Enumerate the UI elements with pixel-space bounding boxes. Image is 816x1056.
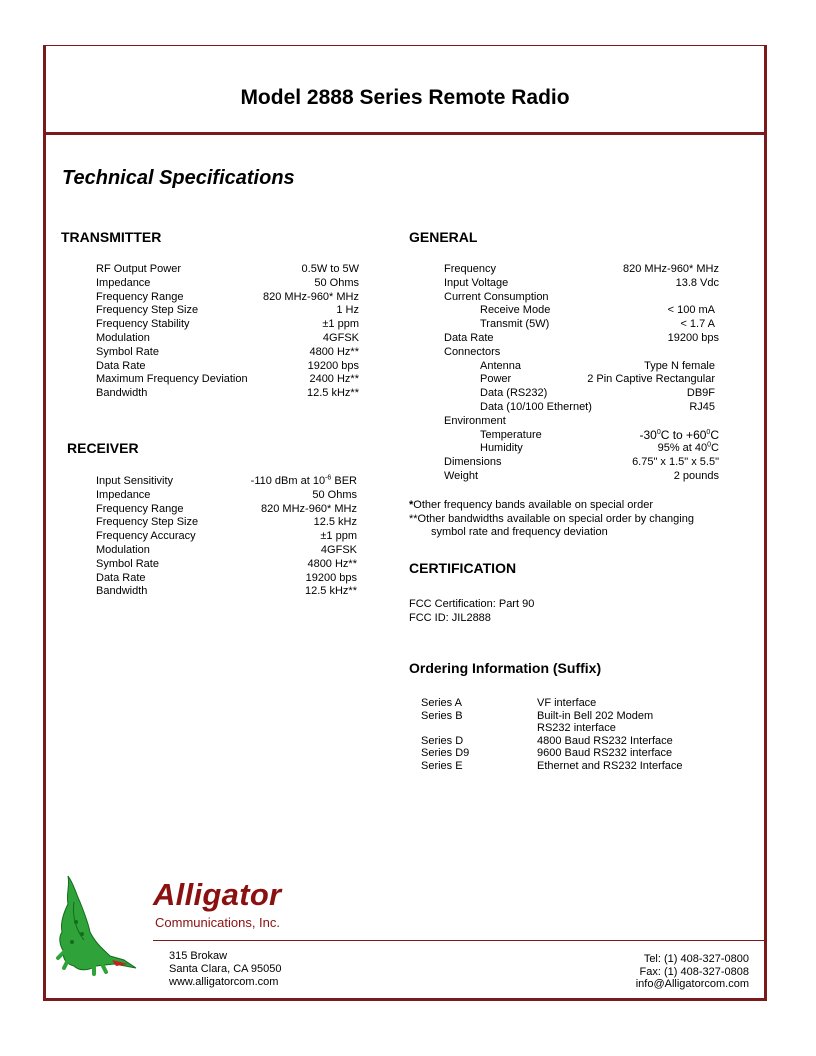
order-series (421, 722, 537, 735)
spec-value: 50 Ohms (312, 488, 357, 501)
spec-value: 19200 bps (305, 571, 357, 584)
spec-label: Symbol Rate (96, 345, 159, 358)
list-item: Environment (444, 414, 506, 427)
list-item: Frequency 820 MHz-960* MHz (444, 263, 719, 275)
list-item: Data Rate 19200 bps (444, 331, 719, 344)
spec-value: 12.5 kHz** (305, 585, 357, 598)
list-item: Data (10/100 Ethernet) RJ45 (480, 400, 715, 413)
spec-label: Modulation (96, 543, 150, 556)
list-item: Input Voltage 13.8 Vdc (444, 276, 719, 289)
order-description: Built-in Bell 202 Modem (537, 709, 654, 722)
list-item (96, 558, 357, 572)
company-logo-sub: Communications, Inc. (155, 915, 280, 930)
list-item (96, 489, 357, 503)
order-description: 4800 Baud RS232 Interface (537, 734, 673, 747)
list-item (96, 318, 359, 332)
list-item: Power 2 Pin Captive Rectangular (480, 373, 715, 386)
spec-label: Bandwidth (96, 585, 148, 598)
spec-label: Impedance (96, 276, 151, 289)
order-description: Ethernet and RS232 Interface (537, 759, 683, 772)
spec-label: Modulation (96, 331, 150, 344)
footnotes (409, 499, 694, 540)
list-item: Transmit (5W) < 1.7 A (480, 318, 715, 331)
list-item (96, 572, 357, 586)
receiver-specs (96, 475, 357, 599)
section-subtitle: Technical Specifications (62, 167, 295, 189)
spec-value: 1 Hz (336, 304, 359, 317)
general-specs (444, 263, 719, 484)
spec-label: Bandwidth (96, 387, 148, 400)
ordering-list (421, 697, 683, 773)
transmitter-heading: TRANSMITTER (61, 229, 162, 245)
order-description: 9600 Baud RS232 interface (537, 747, 673, 760)
phone-number: Tel: (1) 408-327-0800 (643, 953, 749, 965)
spec-label: Frequency Stability (96, 318, 190, 331)
email-link[interactable]: info@Alligatorcom.com (635, 978, 749, 990)
spec-value: 50 Ohms (314, 276, 359, 289)
spec-value: ±1 ppm (322, 318, 359, 331)
list-item (421, 710, 683, 723)
list-item: Dimensions 6.75" x 1.5" x 5.5" (444, 456, 719, 469)
list-item (421, 722, 683, 735)
footnote-2-cont: symbol rate and frequency deviation (431, 526, 608, 538)
ordering-heading: Ordering Information (Suffix) (409, 660, 602, 676)
spec-label: Symbol Rate (96, 557, 159, 570)
list-item (96, 277, 359, 291)
list-item (96, 291, 359, 305)
spec-value: 2400 Hz** (309, 373, 359, 386)
website-link[interactable]: www.alligatorcom.com (169, 976, 279, 988)
fax-number: Fax: (1) 408-327-0808 (639, 965, 749, 978)
list-item (421, 747, 683, 760)
certification-heading: CERTIFICATION (409, 560, 517, 576)
list-item: Data (RS232) DB9F (480, 387, 715, 400)
list-item (96, 263, 359, 277)
certification-info: FCC Certification: Part 90 FCC ID: JIL2888 (409, 598, 535, 624)
list-item (96, 516, 357, 530)
order-series: Series B (421, 709, 463, 722)
spec-value: 19200 bps (307, 359, 359, 372)
order-description: VF interface (537, 697, 597, 709)
list-item: Connectors (444, 345, 501, 358)
alligator-logo-icon (54, 872, 140, 982)
footnote-2: **Other bandwidths available on special order by changing (409, 512, 694, 525)
list-item (421, 760, 683, 773)
spec-value: 4GFSK (320, 543, 357, 556)
spec-value: ±1 ppm (320, 530, 357, 543)
general-heading: GENERAL (409, 229, 478, 245)
footer-divider (153, 940, 767, 941)
spec-label: Frequency Step Size (96, 304, 199, 317)
receiver-heading: RECEIVER (67, 440, 139, 456)
company-logo-name: Alligator (153, 877, 282, 912)
spec-value: 4800 Hz** (309, 345, 359, 358)
list-item: Current Consumption (444, 290, 549, 303)
bottom-border (43, 998, 767, 1001)
footnote-1: *Other frequency bands available on special order (409, 499, 653, 511)
spec-label: Frequency Range (96, 502, 184, 515)
spec-value: 4800 Hz** (307, 557, 357, 570)
spec-label: Frequency Range (96, 290, 184, 303)
list-item (96, 373, 359, 387)
list-item: Humidity 95% at $40^0C$ (480, 441, 719, 455)
list-item: Antenna Type N female (480, 359, 715, 372)
spec-label: RF Output Power (96, 263, 181, 275)
title-divider (43, 132, 767, 135)
spec-label: Frequency Step Size (96, 516, 199, 529)
list-item: Weight 2 pounds (444, 469, 719, 482)
spec-value: 820 MHz-960* MHz (263, 290, 359, 303)
order-series: Series D (421, 734, 464, 747)
list-item (96, 304, 359, 318)
list-item (96, 346, 359, 360)
spec-label: Data Rate (96, 571, 146, 584)
list-item (96, 503, 357, 517)
list-item (421, 697, 683, 710)
spec-value: 0.5W to 5W (301, 263, 359, 275)
list-item (96, 585, 357, 599)
list-item (96, 360, 359, 374)
spec-value: -110 dBm at $10^{-6}$ BER (250, 474, 357, 487)
order-series: Series E (421, 759, 463, 772)
spec-value: 12.5 kHz (313, 516, 357, 529)
transmitter-specs (96, 263, 359, 401)
list-item (421, 735, 683, 748)
list-item (96, 544, 357, 558)
order-series: Series A (421, 697, 462, 709)
list-item (96, 387, 359, 401)
order-description: RS232 interface (537, 722, 616, 735)
spec-value: 820 MHz-960* MHz (261, 502, 357, 515)
spec-label: Maximum Frequency Deviation (96, 373, 248, 386)
spec-label: Data Rate (96, 359, 146, 372)
list-item (96, 475, 357, 489)
list-item (96, 332, 359, 346)
spec-value: 12.5 kHz** (307, 387, 359, 400)
spec-label: Impedance (96, 488, 151, 501)
spec-value: 4GFSK (322, 331, 359, 344)
spec-label: Frequency Accuracy (96, 530, 196, 543)
list-item (96, 530, 357, 544)
list-item: Temperature $-30^0C$ to $+60^0C$ (480, 427, 719, 442)
order-series: Series D9 (421, 747, 470, 760)
page-title: Model 2888 Series Remote Radio (240, 86, 570, 109)
company-address: 315 Brokaw Santa Clara, CA 95050 www.alligatorcom.com (169, 950, 282, 988)
list-item: Receive Mode < 100 mA (480, 304, 715, 317)
spec-label: Input Sensitivity (96, 475, 174, 487)
company-contact (636, 953, 749, 991)
